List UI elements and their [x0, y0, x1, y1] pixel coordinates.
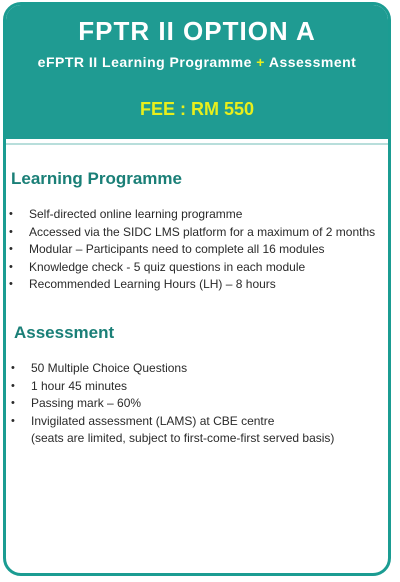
list-item-text: 50 Multiple Choice Questions	[31, 361, 188, 375]
assessment-heading: Assessment	[14, 323, 115, 342]
bullet-icon: •	[11, 362, 15, 374]
bullet-icon: •	[11, 397, 15, 409]
list-item	[6, 413, 334, 448]
list-item	[6, 241, 375, 259]
list-item-text: 1 hour 45 minutes	[31, 378, 128, 393]
bullet-icon: •	[11, 414, 15, 427]
fee-label: FEE : RM 550	[139, 99, 255, 119]
bullet-icon: •	[11, 379, 15, 392]
learning-programme-heading: Learning Programme	[11, 169, 182, 188]
bullet-icon: •	[9, 243, 13, 255]
list-item-text: Accessed via the SIDC LMS platform for a maximum of 2 months	[29, 224, 376, 239]
list-item-text: Passing mark – 60%	[31, 396, 142, 410]
list-item-text: Modular – Participants need to complete all 16 modules	[29, 242, 325, 256]
course-card	[3, 2, 391, 576]
subtitle-programme: eFPTR II Learning Programme	[37, 54, 252, 70]
bullet-icon: •	[9, 208, 13, 220]
assessment-note: (seats are limited, subject to first-come-first served basis)	[31, 431, 335, 445]
list-item-text: Recommended Learning Hours (LH) – 8 hours	[29, 277, 276, 291]
list-item	[6, 259, 375, 277]
list-item-text: Invigilated assessment (LAMS) at CBE centre	[31, 413, 275, 428]
card-header	[6, 5, 388, 143]
bullet-icon: •	[9, 225, 13, 238]
subtitle-assessment: Assessment	[268, 54, 357, 70]
learning-programme-list	[6, 206, 375, 294]
list-item-text: Knowledge check - 5 quiz questions in each module	[29, 259, 306, 274]
list-item	[6, 360, 334, 378]
bullet-icon: •	[9, 278, 13, 290]
card-title: FPTR II OPTION A	[78, 16, 316, 46]
list-item-text: Self-directed online learning programme	[29, 207, 243, 221]
assessment-list	[6, 360, 334, 448]
list-item	[6, 276, 375, 294]
list-item	[6, 224, 375, 242]
card-subtitle	[6, 53, 388, 71]
bullet-icon: •	[9, 260, 13, 273]
list-item	[6, 206, 375, 224]
list-item	[6, 378, 334, 396]
plus-sign: +	[256, 54, 265, 70]
list-item	[6, 395, 334, 413]
